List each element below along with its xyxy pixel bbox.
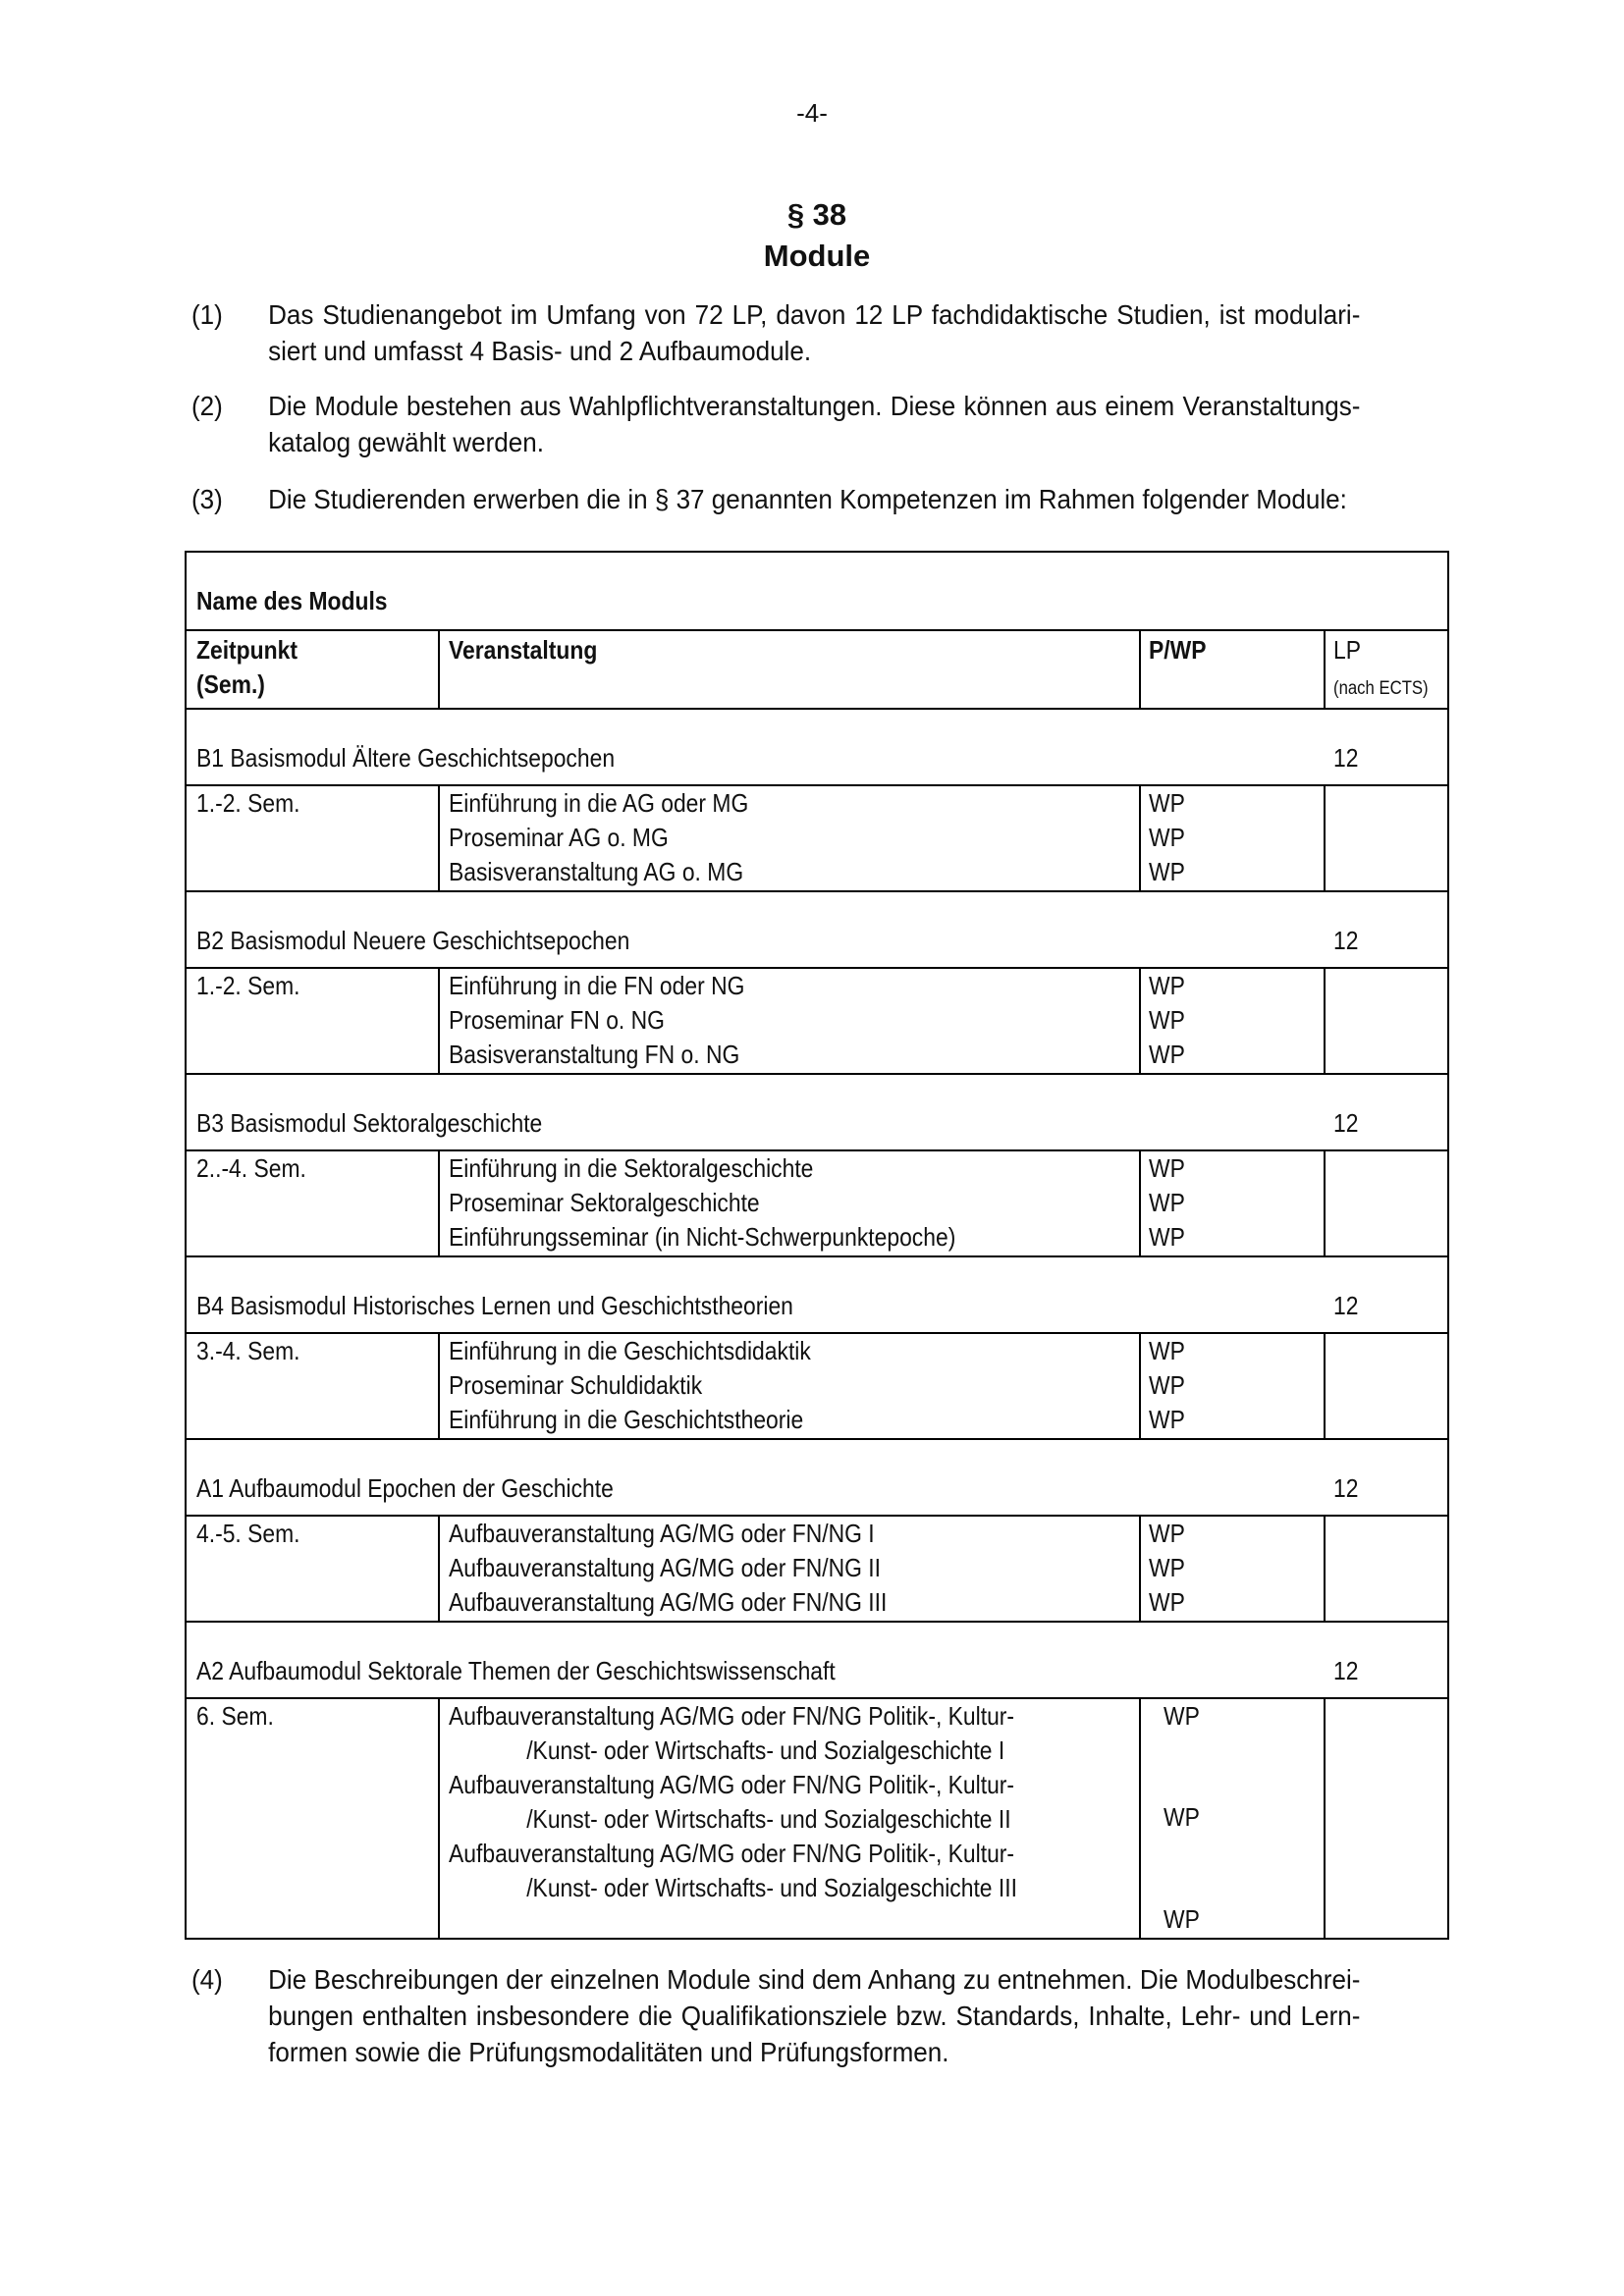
table-rule <box>1139 1332 1141 1438</box>
course-name: /Kunst- oder Wirtschafts- und Sozialgeschichte III <box>526 1873 1017 1902</box>
table-rule <box>187 1621 1447 1623</box>
module-lp: 12 <box>1333 1291 1359 1320</box>
module-name: A2 Aufbaumodul Sektorale Themen der Geschichtswissenschaft <box>196 1656 836 1685</box>
table-rule <box>1324 1515 1326 1621</box>
paragraph-number: (3) <box>191 484 223 514</box>
course-type: WP <box>1149 1405 1185 1434</box>
table-rule <box>438 784 440 890</box>
paragraph-number: (2) <box>191 391 223 421</box>
section-title: Module <box>763 239 871 273</box>
module-lp: 12 <box>1333 926 1359 955</box>
course-name: Einführung in die FN oder NG <box>449 971 745 1000</box>
table-rule <box>187 967 1447 969</box>
course-type: WP <box>1149 1005 1185 1035</box>
course-type: WP <box>1149 1153 1185 1183</box>
course-name: Einführung in die Sektoralgeschichte <box>449 1153 814 1183</box>
paragraph-4 <box>191 1961 1360 2070</box>
table-rule <box>1139 784 1141 890</box>
paragraph-text: Die Module bestehen aus Wahlpflichtveranstaltungen. Diese können aus einem Veranstaltungs-katalog gewählt werden. <box>268 391 1361 457</box>
col-header-lp: LP <box>1333 635 1361 665</box>
paragraph-number: (4) <box>191 1964 223 1995</box>
paragraph-1 <box>191 296 1360 369</box>
table-rule <box>1139 1149 1141 1255</box>
module-lp: 12 <box>1333 1656 1359 1685</box>
col-header-pwp: P/WP <box>1149 635 1207 665</box>
table-rule <box>1139 1515 1141 1621</box>
course-name: Aufbauveranstaltung AG/MG oder FN/NG Politik-, Kultur- <box>449 1770 1015 1799</box>
col-header-sem: (Sem.) <box>196 669 265 699</box>
col-header-veranstaltung: Veranstaltung <box>449 635 598 665</box>
course-name: Proseminar Sektoralgeschichte <box>449 1188 760 1217</box>
table-rule <box>1324 1149 1326 1255</box>
module-semester: 3.-4. Sem. <box>196 1336 300 1365</box>
course-type: WP <box>1149 971 1185 1000</box>
table-rule <box>1139 629 1141 708</box>
table-rule <box>187 1149 1447 1151</box>
module-name: B3 Basismodul Sektoralgeschichte <box>196 1108 543 1138</box>
module-semester: 2..-4. Sem. <box>196 1153 306 1183</box>
table-rule <box>187 784 1447 786</box>
table-rule <box>187 890 1447 892</box>
course-name: Basisveranstaltung AG o. MG <box>449 857 744 886</box>
table-rule <box>187 1073 1447 1075</box>
table-rule <box>438 1332 440 1438</box>
course-name: /Kunst- oder Wirtschafts- und Sozialgeschichte II <box>526 1804 1011 1834</box>
table-rule <box>438 1515 440 1621</box>
course-type: WP <box>1164 1904 1200 1934</box>
table-rule <box>438 1149 440 1255</box>
module-name: B4 Basismodul Historisches Lernen und Geschichtstheorien <box>196 1291 793 1320</box>
course-type: WP <box>1164 1701 1200 1731</box>
modules-table <box>185 551 1449 1940</box>
table-rule <box>187 1255 1447 1257</box>
course-type: WP <box>1149 857 1185 886</box>
table-rule <box>1139 967 1141 1073</box>
course-type: WP <box>1149 1336 1185 1365</box>
table-rule <box>1324 629 1326 708</box>
module-semester: 4.-5. Sem. <box>196 1519 300 1548</box>
course-type: WP <box>1149 1040 1185 1069</box>
table-rule <box>438 1697 440 1938</box>
col-header-zeitpunkt: Zeitpunkt <box>196 635 298 665</box>
module-lp: 12 <box>1333 1473 1359 1503</box>
course-name: Aufbauveranstaltung AG/MG oder FN/NG Politik-, Kultur- <box>449 1839 1015 1868</box>
module-name: A1 Aufbaumodul Epochen der Geschichte <box>196 1473 614 1503</box>
course-name: Proseminar Schuldidaktik <box>449 1370 703 1400</box>
table-rule <box>1324 1332 1326 1438</box>
table-rule <box>187 629 1447 631</box>
course-name: Aufbauveranstaltung AG/MG oder FN/NG I <box>449 1519 875 1548</box>
course-type: WP <box>1149 1188 1185 1217</box>
paragraph-text: Die Studierenden erwerben die in § 37 genannten Kompetenzen im Rahmen folgender Module: <box>268 484 1347 514</box>
table-rule <box>1324 1697 1326 1938</box>
course-name: Einführung in die Geschichtstheorie <box>449 1405 804 1434</box>
section-heading <box>0 194 1624 277</box>
paragraph-text: Das Studienangebot im Umfang von 72 LP, davon 12 LP fachdidaktische Studien, ist modulari-siert und umfasst 4 Basis- und 2 Aufbaumodule. <box>268 299 1361 366</box>
module-name: B2 Basismodul Neuere Geschichtsepochen <box>196 926 630 955</box>
table-rule <box>187 1332 1447 1334</box>
paragraph-2 <box>191 388 1360 460</box>
module-semester: 1.-2. Sem. <box>196 971 300 1000</box>
col-header-ects: (nach ECTS) <box>1333 678 1429 699</box>
course-name: Einführung in die AG oder MG <box>449 788 749 818</box>
paragraph-text: Die Beschreibungen der einzelnen Module sind dem Anhang zu entnehmen. Die Modulbeschrei-bungen enthalten insbesondere die Qualifikationsziele bzw. Standards, Inhalte, Lehr- und Lern-formen sowie die Prüfungsmodalitäten und Prüfungsformen. <box>268 1964 1361 2067</box>
module-name: B1 Basismodul Ältere Geschichtsepochen <box>196 743 616 773</box>
course-name: Einführung in die Geschichtsdidaktik <box>449 1336 811 1365</box>
course-type: WP <box>1149 1222 1185 1252</box>
page-number: -4- <box>796 98 828 128</box>
paragraph-number: (1) <box>191 299 223 330</box>
table-rule <box>187 708 1447 710</box>
module-semester: 6. Sem. <box>196 1701 274 1731</box>
course-name: Aufbauveranstaltung AG/MG oder FN/NG III <box>449 1587 888 1617</box>
module-lp: 12 <box>1333 1108 1359 1138</box>
course-type: WP <box>1149 823 1185 852</box>
module-semester: 1.-2. Sem. <box>196 788 300 818</box>
course-type: WP <box>1149 1553 1185 1582</box>
table-rule <box>438 967 440 1073</box>
course-name: Proseminar AG o. MG <box>449 823 669 852</box>
table-rule <box>1139 1697 1141 1938</box>
course-type: WP <box>1164 1802 1200 1832</box>
table-rule <box>438 629 440 708</box>
course-name: Basisveranstaltung FN o. NG <box>449 1040 740 1069</box>
course-type: WP <box>1149 788 1185 818</box>
course-type: WP <box>1149 1519 1185 1548</box>
course-name: Aufbauveranstaltung AG/MG oder FN/NG Politik-, Kultur- <box>449 1701 1015 1731</box>
section-number: § 38 <box>786 197 847 232</box>
course-name: /Kunst- oder Wirtschafts- und Sozialgeschichte I <box>526 1735 1005 1765</box>
table-rule <box>1324 967 1326 1073</box>
table-rule <box>1324 784 1326 890</box>
course-name: Proseminar FN o. NG <box>449 1005 665 1035</box>
paragraph-3 <box>191 481 1360 517</box>
course-type: WP <box>1149 1587 1185 1617</box>
table-header-name: Name des Moduls <box>196 586 388 615</box>
course-type: WP <box>1149 1370 1185 1400</box>
module-lp: 12 <box>1333 743 1359 773</box>
course-name: Einführungsseminar (in Nicht-Schwerpunktepoche) <box>449 1222 956 1252</box>
course-name: Aufbauveranstaltung AG/MG oder FN/NG II <box>449 1553 882 1582</box>
table-rule <box>187 1438 1447 1440</box>
